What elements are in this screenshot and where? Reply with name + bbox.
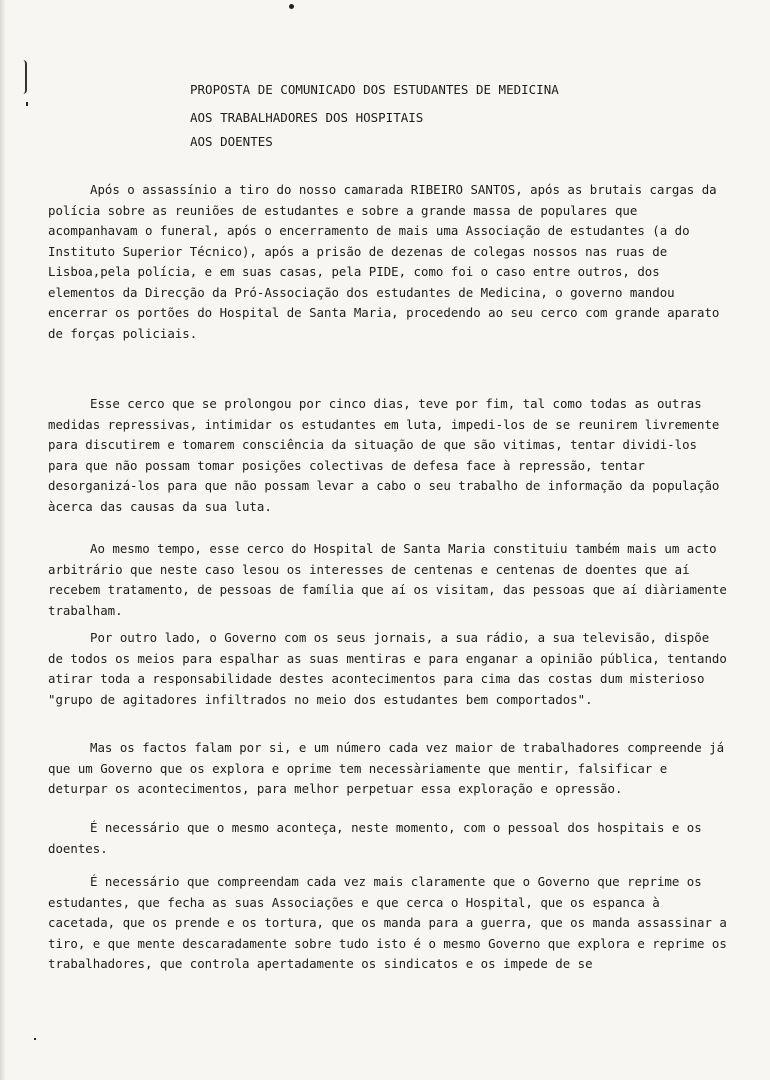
paragraph-3: Ao mesmo tempo, esse cerco do Hospital de Santa Maria constituiu também mais um acto arbitrário que neste caso lesou os interesses de centenas e centenas de doentes que aí recebem tratamento, de pessoas de família que aí os visitam, das pessoas que aí diàriamente trabalham.	[48, 541, 727, 618]
scan-speck	[34, 1038, 36, 1040]
paragraph-5: Mas os factos falam por si, e um número cada vez maior de trabalhadores compreende já que um Governo que os explora e oprime tem necessàriamente que mentir, falsificar e deturpar os acontecimentos, para melhor perpetuar essa exploração e opressão.	[48, 740, 725, 796]
heading-line-2: AOS TRABALHADORES DOS HOSPITAIS	[190, 110, 424, 125]
paragraph-2: Esse cerco que se prolongou por cinco dias, teve por fim, tal como todas as outras medidas repressivas, intimidar os estudantes em luta, impedi-los de se reunirem livremente para discutirem e tomarem consciência da situação de que são vitimas, tentar dividi-los para que não possam tomar posições colectivas de defesa face à repressão, tentar desorganizá-los para que não possam levar a cabo o seu trabalho de informação da população àcerca das causas da sua luta.	[48, 396, 720, 514]
scan-edge-shadow	[0, 0, 6, 1080]
heading-line-1: PROPOSTA DE COMUNICADO DOS ESTUDANTES DE MEDICINA	[190, 82, 559, 97]
paragraph-4: Por outro lado, o Governo com os seus jornais, a sua rádio, a sua televisão, dispõe de todos os meios para espalhar as suas mentiras e para enganar a opinião pública, tentando atirar toda a responsabilidade destes acontecimentos para cima das costas dum misterioso "grupo de agitadores infiltrados no meio dos estudantes bem comportados".	[48, 630, 727, 707]
margin-bracket-mark	[22, 60, 27, 94]
paragraph-7: É necessário que compreendam cada vez mais claramente que o Governo que reprime os estudantes, que fecha as suas Associações e que cerca o Hospital, que os espanca à cacetada, que os prende e os tortura, que os manda para a guerra, que os manda assassinar a tiro, e que mente descaradamente sobre tudo isto é o mesmo Governo que explora e reprime os trabalhadores, que controla apertadamente os sindicatos e os impede de se	[48, 874, 727, 971]
heading-line-3: AOS DOENTES	[190, 134, 273, 149]
scan-speck	[26, 102, 28, 106]
paragraph-6: É necessário que o mesmo aconteça, neste momento, com o pessoal dos hospitais e os doentes.	[48, 820, 702, 856]
paragraph-1: Após o assassínio a tiro do nosso camarada RIBEIRO SANTOS, após as brutais cargas da polícia sobre as reuniões de estudantes e sobre a grande massa de populares que acompanhavam o funeral, após o encerramento de mais uma Associação de estudantes (a do Instituto Superior Técnico), após a prisão de dezenas de colegas nossos nas ruas de Lisboa,pela polícia, e em suas casas, pela PIDE, como foi o caso entre outros, dos elementos da Direcção da Pró-Associação dos estudantes de Medicina, o governo mandou encerrar os portões do Hospital de Santa Maria, procedendo ao seu cerco com grande aparato de forças policiais.	[48, 182, 720, 341]
scan-speck	[289, 4, 294, 9]
